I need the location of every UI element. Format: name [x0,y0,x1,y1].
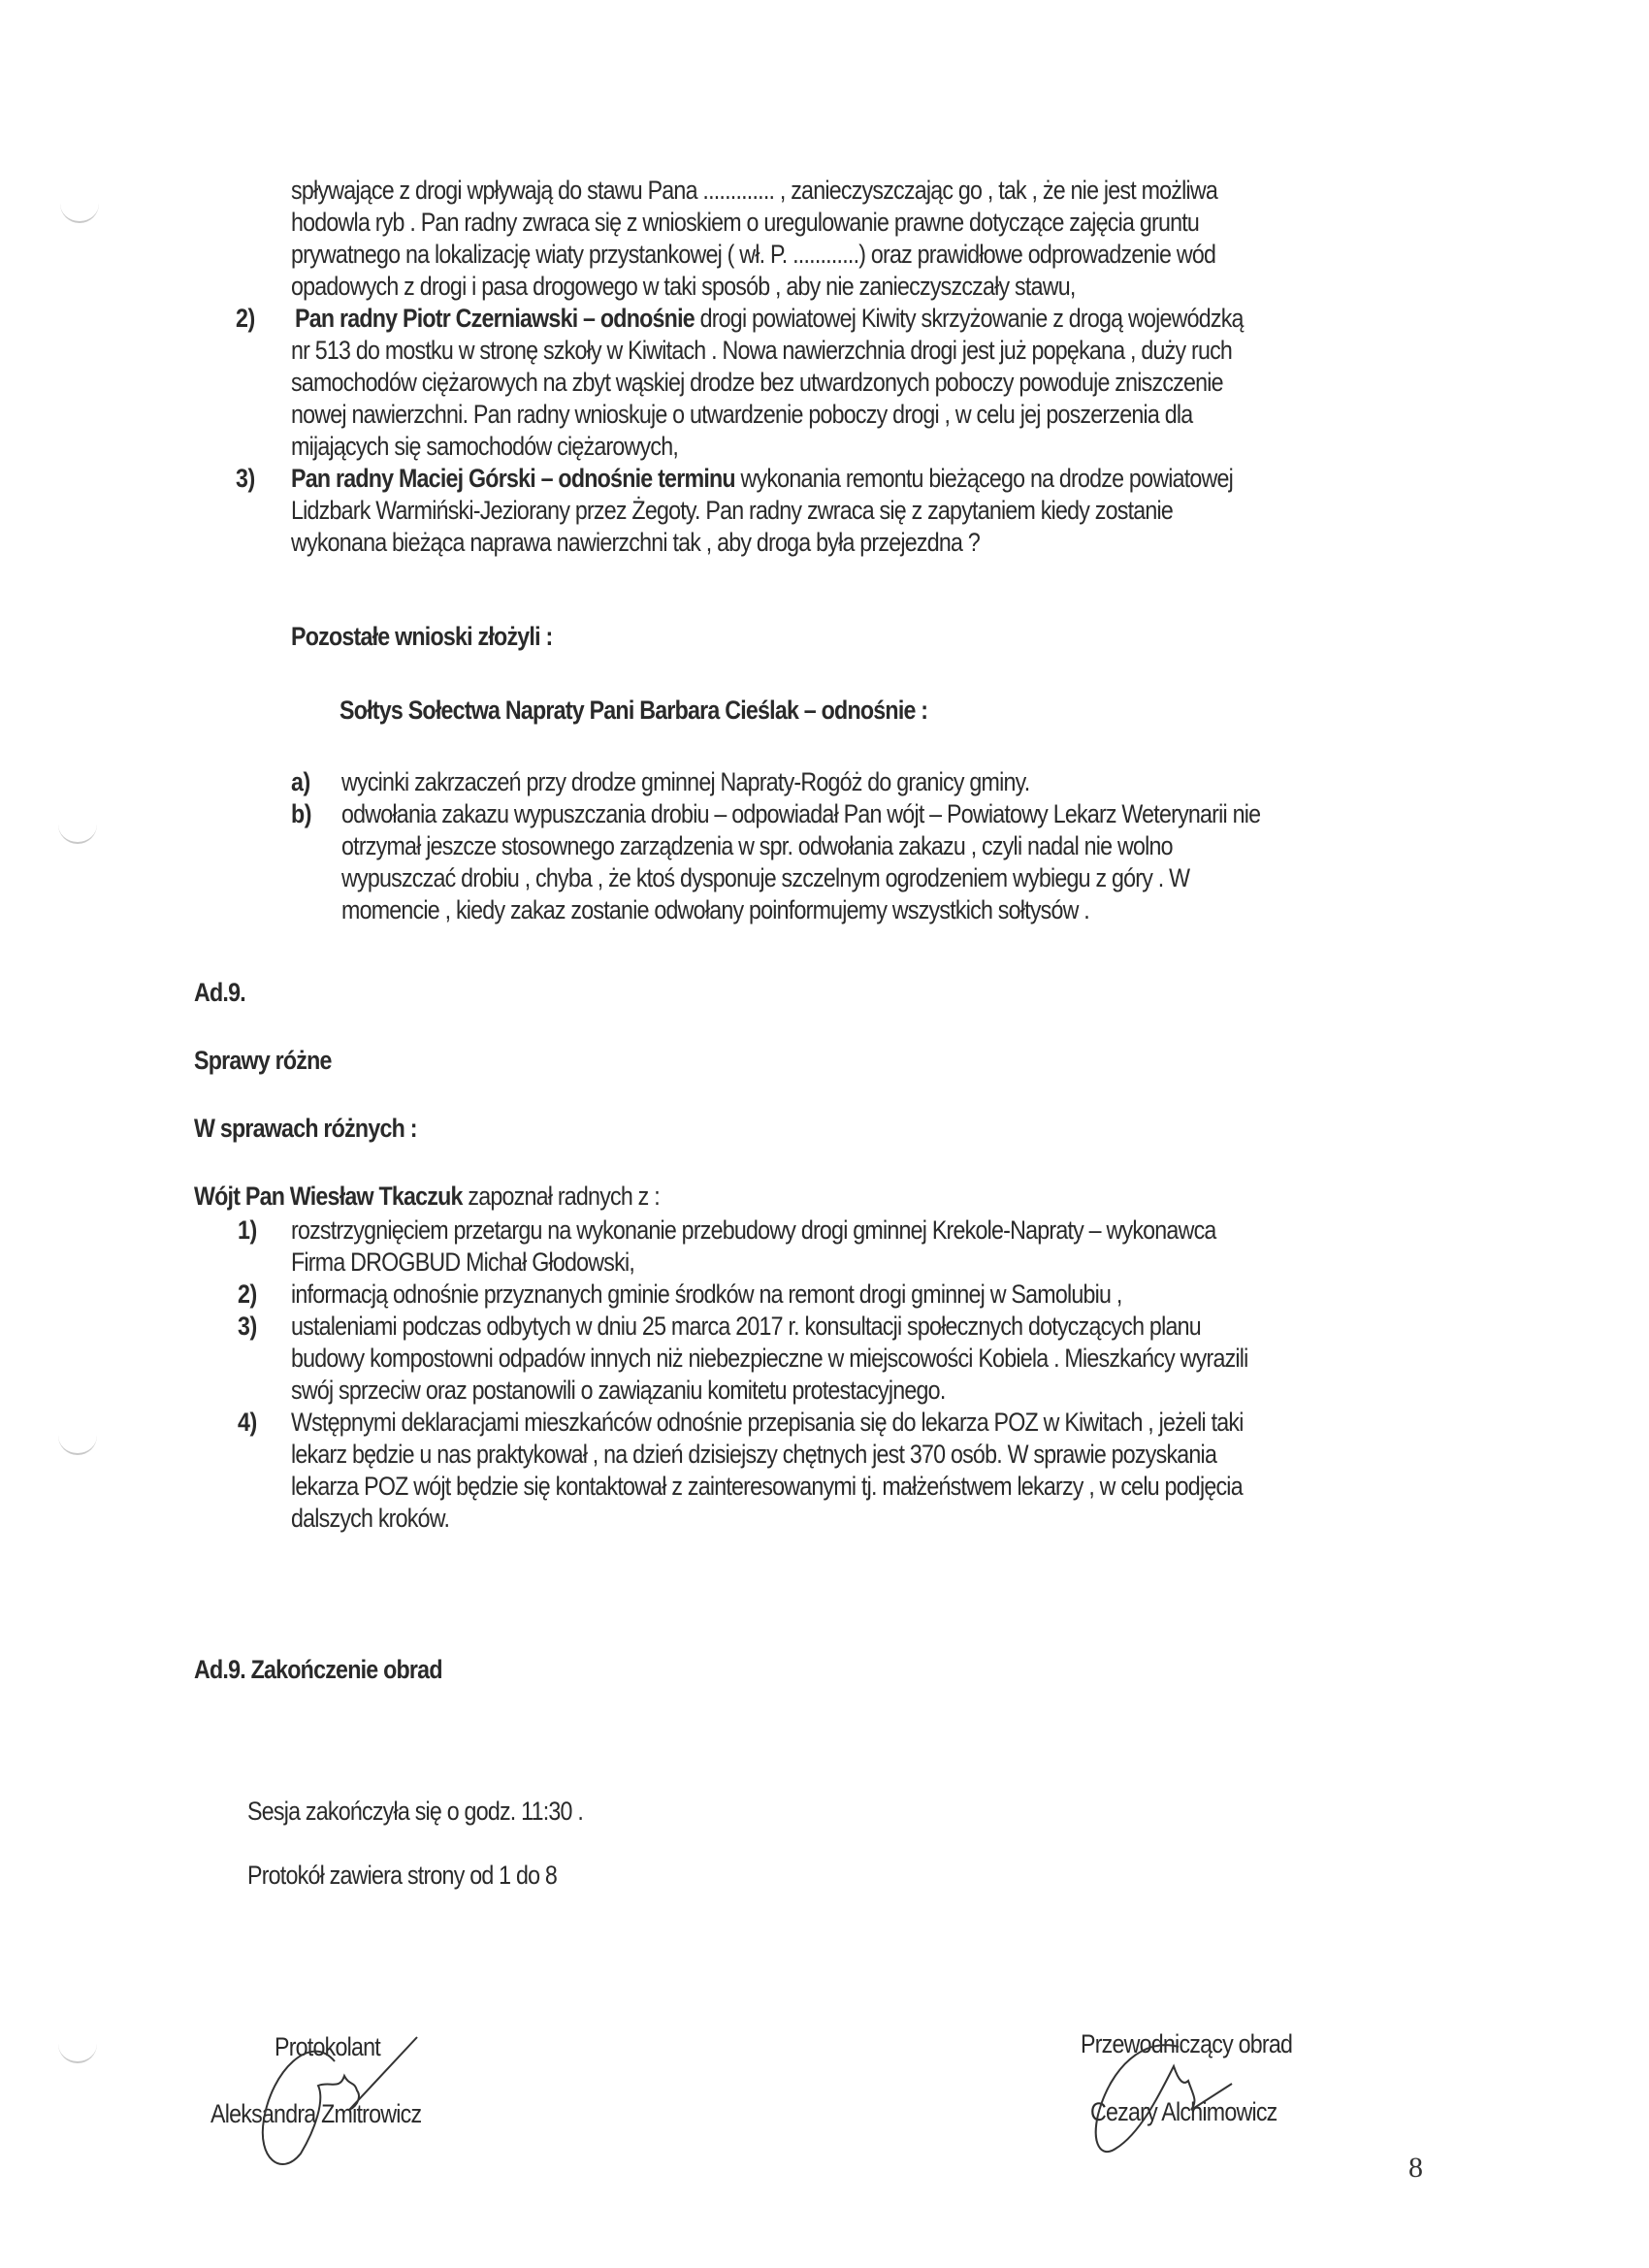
list-number: 2) [238,1280,257,1309]
text-line: hodowla ryb . Pan radny zwraca się z wnioskiem o uregulowanie prawne dotyczące zajęcia gruntu [291,208,1200,237]
list-letter: b) [291,799,312,828]
punch-hole-mark [60,202,99,223]
handwritten-signature-icon [1086,2037,1261,2163]
text-line: informacją odnośnie przyznanych gminie środków na remont drogi gminnej w Samolubiu , [291,1280,1122,1309]
section-title: Sprawy różne [194,1046,332,1075]
other-requests-heading: Pozostałe wnioski złożyli : [291,622,553,651]
text-line: mijających się samochodów ciężarowych, [291,432,679,461]
wojt-intro [194,1181,660,1213]
councillor-name: Pan radny Maciej Górski – odnośnie terminu [291,464,735,493]
text-line: wykonana bieżąca naprawa nawierzchni tak , aby droga była przejezdna ? [291,528,980,557]
list-letter: a) [291,767,310,796]
text-span: zapoznał radnych z : [462,1182,660,1211]
text-line: samochodów ciężarowych na zbyt wąskiej drodze bez utwardzonych poboczy powoduje zniszczenie [291,368,1223,397]
text-line: prywatnego na lokalizację wiaty przystankowej ( wł. P. ............) oraz prawidłowe odprowadzenie wód [291,240,1216,269]
list-number: 1) [238,1215,257,1245]
councillor-name: Pan radny Piotr Czerniawski – odnośnie [295,304,695,333]
list-number: 2) [236,304,255,333]
wojt-name: Wójt Pan Wiesław Tkaczuk [194,1182,463,1211]
text-line: wypuszczać drobiu , chyba , że ktoś dysponuje szczelnym ogrodzeniem wybiegu z góry . W [341,863,1190,892]
page-number: 8 [1408,2152,1423,2184]
text-line [291,463,1233,495]
text-line: nowej nawierzchni. Pan radny wnioskuje o utwardzenie poboczy drogi , w celu jej poszerzenia dla [291,400,1193,429]
list-number: 4) [238,1408,257,1437]
signature-role: Protokolant [275,2032,380,2061]
text-line: dalszych kroków. [291,1504,450,1533]
signature-name: Aleksandra Zmitrowicz [210,2099,422,2128]
text-line: Firma DROGBUD Michał Głodowski, [291,1247,635,1277]
text-line: rozstrzygnięciem przetargu na wykonanie przebudowy drogi gminnej Krekole-Napraty – wykonawca [291,1215,1216,1245]
handwritten-signature-icon [252,2032,427,2178]
punch-hole-mark [58,2042,97,2063]
list-number: 3) [238,1312,257,1341]
closing-heading: Ad.9. Zakończenie obrad [194,1655,442,1684]
text-span: drogi powiatowej Kiwity skrzyżowanie z drogą wojewódzką [694,304,1244,333]
text-line: wycinki zakrzaczeń przy drodze gminnej Napraty-Rogóż do granicy gminy. [341,767,1030,796]
list-number: 3) [236,464,255,493]
misc-heading: W sprawach różnych : [194,1114,417,1143]
text-line: lekarza POZ wójt będzie się kontaktował z zainteresowanymi tj. małżeństwem lekarzy , w celu podjęcia [291,1472,1243,1501]
signature-role: Przewodniczący obrad [1081,2029,1293,2058]
text-line: momencie , kiedy zakaz zostanie odwołany poinformujemy wszystkich sołtysów . [341,895,1089,924]
text-line: opadowych z drogi i pasa drogowego w taki sposób , aby nie zanieczyszczały stawu, [291,272,1076,301]
text-line: spływające z drogi wpływają do stawu Pana ............. , zanieczyszczając go , tak , że nie jest możliwa [291,176,1218,205]
text-line [295,303,1244,335]
text-line: Lidzbark Warmiński-Jeziorany przez Żegoty. Pan radny zwraca się z zapytaniem kiedy zostanie [291,496,1174,525]
text-line: odwołania zakazu wypuszczania drobiu – odpowiadał Pan wójt – Powiatowy Lekarz Weterynarii nie [341,799,1261,828]
section-number: Ad.9. [194,978,245,1007]
text-line: swój sprzeciw oraz postanowili o zawiązaniu komitetu protestacyjnego. [291,1376,946,1405]
text-line: otrzymał jeszcze stosownego zarządzenia w spr. odwołania zakazu , czyli nadal nie wolno [341,831,1173,860]
soltys-heading: Sołtys Sołectwa Napraty Pani Barbara Cieślak – odnośnie : [340,696,928,725]
session-end-text: Sesja zakończyła się o godz. 11:30 . [247,1797,584,1826]
punch-hole-mark [58,823,97,844]
text-span: wykonania remontu bieżącego na drodze powiatowej [734,464,1234,493]
text-line: Wstępnymi deklaracjami mieszkańców odnośnie przepisania się do lekarza POZ w Kiwitach , jeżeli taki [291,1408,1244,1437]
text-line: nr 513 do mostku w stronę szkoły w Kiwitach . Nowa nawierzchnia drogi jest już popękana , duży ruch [291,336,1233,365]
signature-name: Cezary Alchimowicz [1090,2097,1277,2126]
text-line: budowy kompostowni odpadów innych niż niebezpieczne w miejscowości Kobiela . Mieszkańcy wyrazili [291,1344,1248,1373]
text-line: ustaleniami podczas odbytych w dniu 25 marca 2017 r. konsultacji społecznych dotyczących planu [291,1312,1201,1341]
pages-note: Protokół zawiera strony od 1 do 8 [247,1861,558,1890]
text-line: lekarz będzie u nas praktykował , na dzień dzisiejszy chętnych jest 370 osób. W sprawie pozyskania [291,1440,1217,1469]
punch-hole-mark [58,1434,97,1455]
